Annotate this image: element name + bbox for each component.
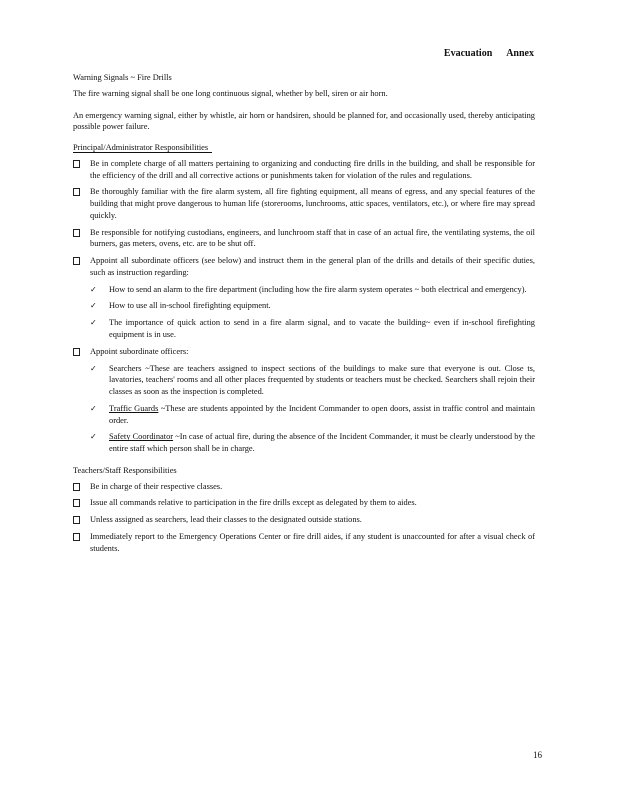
officer-text: ~In case of actual fire, during the absence of the Incident Commander, it must be clearly understood by the entire staff which person shall be in charge.	[109, 432, 535, 454]
bullet-box-icon	[73, 533, 80, 541]
bullet-text: Immediately report to the Emergency Operations Center or fire drill aides, if any student is unaccounted for after a visual check of students.	[90, 531, 535, 553]
instruction-text: How to send an alarm to the fire department (including how the fire alarm system operates ~ both electrical and emergency).	[109, 284, 527, 294]
instruction-item	[73, 284, 535, 296]
bullet-box-icon	[73, 483, 80, 491]
bullet-text: Appoint all subordinate officers (see below) and instruct them in the general plan of the drills and details of their specific duties, such as instruction regarding:	[90, 256, 535, 277]
bullet-text: Unless assigned as searchers, lead their classes to the designated outside stations.	[90, 515, 362, 525]
officer-text: ~These are students appointed by the Incident Commander to open doors, assist in traffic control and maintain order.	[109, 403, 535, 425]
teacher-bullet	[73, 531, 535, 555]
teacher-bullet	[73, 514, 535, 526]
teacher-bullet	[73, 497, 535, 509]
principal-bullet	[73, 255, 535, 279]
officer-item-traffic-guards	[73, 403, 535, 427]
bullet-box-icon	[73, 229, 80, 237]
bullet-box-icon	[73, 499, 80, 507]
page-number: 16	[533, 750, 542, 760]
officer-lead: Safety Coordinator	[109, 432, 174, 442]
checkmark-icon: ✓	[90, 318, 97, 328]
principal-bullet	[73, 158, 535, 182]
principal-bullet	[73, 186, 535, 221]
checkmark-icon: ✓	[90, 284, 97, 294]
principal-title-text: Principal/Administrator Responsibilities	[73, 143, 212, 153]
officer-text: Searchers ~These are teachers assigned to inspect sections of the buildings to make sure that everyone is out. Close ts, lavatories, teachers' rooms and all other places frequented by students or teachers must be checked. Searchers shall rejoin their classes as soon as the inspection is completed.	[109, 363, 535, 397]
bullet-box-icon	[73, 516, 80, 524]
warning-signals-title: Warning Signals ~ Fire Drills	[73, 73, 172, 82]
bullet-box-icon	[73, 348, 80, 356]
bullet-text: Be thoroughly familiar with the fire alarm system, all fire fighting equipment, all means of egress, and any special features of the building that might prove dangerous to human life (storerooms, lunchrooms, attic spaces, ventilators, etc.), or where fire may spread quickly.	[90, 187, 535, 220]
checkmark-icon: ✓	[90, 432, 97, 442]
warning-paragraph-2: An emergency warning signal, either by whistle, air horn or handsiren, should be planned for, and occasionally used, thereby anticipating possible power failure.	[73, 110, 535, 132]
annex-header: Evacuation Annex	[443, 48, 534, 59]
principal-section-title	[73, 142, 535, 154]
bullet-text: Appoint subordinate officers:	[90, 346, 189, 356]
bullet-box-icon	[73, 188, 80, 196]
checkmark-icon: ✓	[90, 403, 97, 413]
checkmark-icon: ✓	[90, 363, 97, 373]
instruction-item	[73, 300, 535, 312]
bullet-text: Be in complete charge of all matters pertaining to organizing and conducting fire drills in the building, and shall be responsible for the efficiency of the drill and all corrective actions or punishments taken for violation of the rules and regulations.	[90, 158, 535, 180]
warning-paragraph-1: The fire warning signal shall be one long continuous signal, whether by bell, siren or air horn.	[73, 88, 388, 98]
appoint-officers-bullet	[73, 346, 535, 358]
teacher-bullet	[73, 481, 535, 493]
bullet-text: Be responsible for notifying custodians, engineers, and lunchroom staff that in case of an actual fire, the ventilating systems, the oil burners, gas meters, ovens, etc. are to be shut off.	[90, 227, 535, 249]
instruction-item	[73, 317, 535, 341]
officer-lead: Traffic Guards	[109, 403, 159, 413]
officer-item-searchers	[73, 363, 535, 398]
bullet-text: Issue all commands relative to participation in the fire drills except as delegated by them to aides.	[90, 498, 417, 508]
principal-bullet	[73, 227, 535, 251]
teachers-section-title: Teachers/Staff Responsibilities	[73, 465, 177, 475]
checkmark-icon: ✓	[90, 301, 97, 311]
instruction-text: The importance of quick action to send in a fire alarm signal, and to vacate the building~ even if in-school firefighting equipment is in use.	[109, 318, 535, 340]
bullet-text: Be in charge of their respective classes.	[90, 481, 223, 491]
document-body	[73, 72, 535, 560]
instruction-text: How to use all in-school firefighting equipment.	[109, 301, 271, 311]
officer-item-safety-coordinator	[73, 431, 535, 455]
bullet-box-icon	[73, 160, 80, 168]
bullet-box-icon	[73, 257, 80, 265]
